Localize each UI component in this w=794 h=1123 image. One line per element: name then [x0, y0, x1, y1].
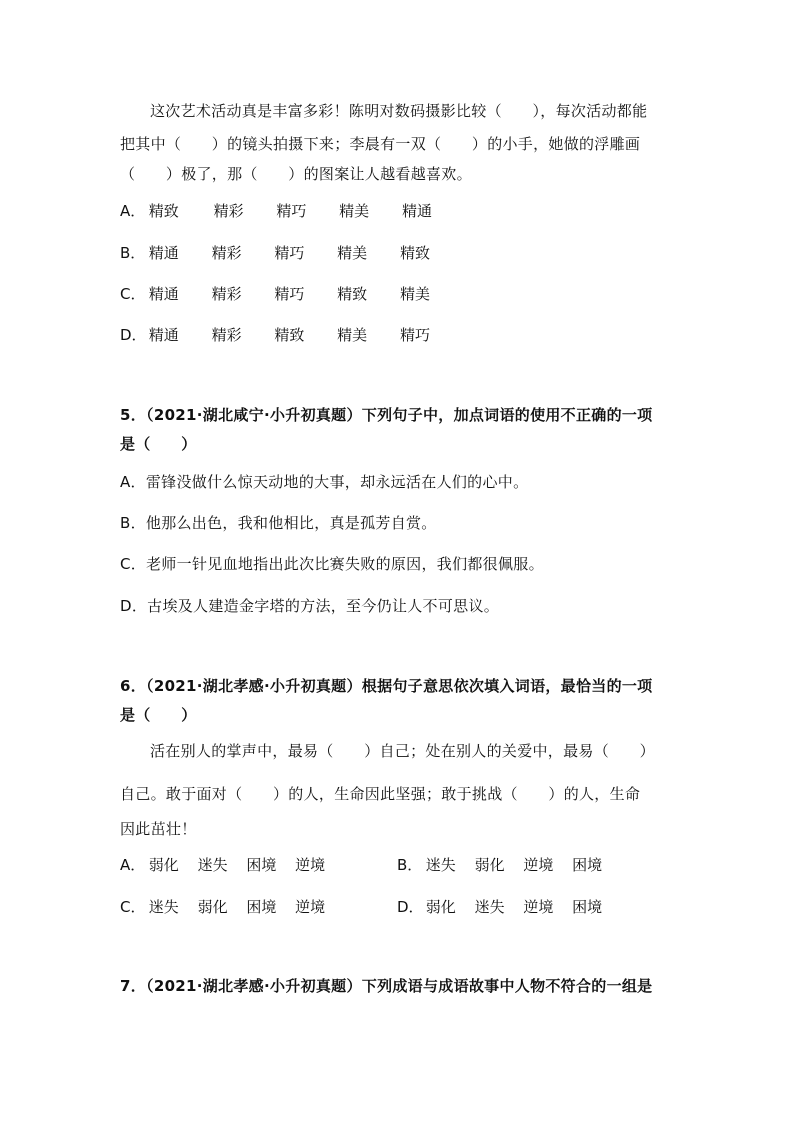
- q6-option-a-word-1: 弱化: [148, 856, 179, 874]
- q6-option-c-word-4: 逆境: [295, 898, 326, 916]
- q6-option-c-letter: C．: [120, 898, 146, 916]
- q4-option-d-word-5: 精巧: [399, 326, 430, 344]
- q4-option-b: [120, 243, 430, 263]
- q6-option-d-letter: D．: [397, 898, 424, 916]
- q6-option-b-word-1: 迷失: [425, 856, 456, 874]
- q4-option-a-word-3: 精巧: [276, 202, 307, 220]
- q5-option-b: B．他那么出色，我和他相比，真是孤芳自赏。: [120, 514, 437, 532]
- q4-option-a-letter: A．: [120, 202, 146, 220]
- q4-option-b-word-2: 精彩: [211, 244, 242, 262]
- q4-option-b-word-1: 精通: [148, 244, 179, 262]
- q4-passage-line-2: 把其中（ ）的镜头拍摄下来；李晨有一双（ ）的小手，她做的浮雕画: [120, 135, 641, 153]
- q4-option-c-word-1: 精通: [148, 285, 179, 303]
- q6-option-d: [397, 897, 602, 917]
- q6-title-line-2: 是（ ）: [120, 706, 197, 724]
- q4-option-c: [120, 284, 430, 304]
- q4-option-a-word-5: 精通: [401, 202, 432, 220]
- q6-option-d-word-2: 迷失: [474, 898, 505, 916]
- q4-option-c-word-3: 精巧: [274, 285, 305, 303]
- q6-option-c-word-1: 迷失: [148, 898, 179, 916]
- q4-option-c-word-2: 精彩: [211, 285, 242, 303]
- q6-option-c-word-3: 困境: [246, 898, 277, 916]
- q6-option-b-word-3: 逆境: [523, 856, 554, 874]
- q6-option-c: [120, 897, 325, 917]
- q5-title-line-1: 5．（2021·湖北咸宁·小升初真题）下列句子中，加点词语的使用不正确的一项: [120, 406, 653, 424]
- q4-option-a-word-1: 精致: [148, 202, 179, 220]
- q5-title-line-2: 是（ ）: [120, 435, 197, 453]
- q6-option-a: [120, 855, 325, 875]
- q4-option-d: [120, 325, 430, 345]
- q6-option-b: [397, 855, 602, 875]
- q6-option-d-word-4: 困境: [572, 898, 603, 916]
- q4-option-b-word-3: 精巧: [274, 244, 305, 262]
- q6-passage-line-3: 因此茁壮！: [120, 820, 197, 838]
- q4-passage-line-1: 这次艺术活动真是丰富多彩！陈明对数码摄影比较（ ），每次活动都能: [150, 102, 648, 120]
- q4-option-b-word-4: 精美: [337, 244, 368, 262]
- q4-option-a-word-4: 精美: [339, 202, 370, 220]
- q6-option-b-letter: B．: [397, 856, 423, 874]
- q4-option-d-word-1: 精通: [148, 326, 179, 344]
- q4-option-d-word-4: 精美: [337, 326, 368, 344]
- q4-passage-line-3: （ ）极了，那（ ）的图案让人越看越喜欢。: [120, 165, 472, 183]
- q6-option-c-word-2: 弱化: [197, 898, 228, 916]
- q5-option-c: C．老师一针见血地指出此次比赛失败的原因，我们都很佩服。: [120, 555, 544, 573]
- q6-option-a-word-2: 迷失: [197, 856, 228, 874]
- q6-passage-line-2: 自己。敢于面对（ ）的人，生命因此坚强；敢于挑战（ ）的人，生命: [120, 785, 641, 803]
- q6-option-b-word-4: 困境: [572, 856, 603, 874]
- q6-option-a-word-4: 逆境: [295, 856, 326, 874]
- q4-option-a-word-2: 精彩: [213, 202, 244, 220]
- q6-option-d-word-1: 弱化: [425, 898, 456, 916]
- q5-option-a: A．雷锋没做什么惊天动地的大事，却永远活在人们的心中。: [120, 473, 529, 491]
- q4-option-d-word-2: 精彩: [211, 326, 242, 344]
- q6-option-b-word-2: 弱化: [474, 856, 505, 874]
- q6-option-a-word-3: 困境: [246, 856, 277, 874]
- q6-option-d-word-3: 逆境: [523, 898, 554, 916]
- q4-option-d-letter: D．: [120, 326, 147, 344]
- q4-option-c-letter: C．: [120, 285, 146, 303]
- q6-passage-line-1: 活在别人的掌声中，最易（ ）自己；处在别人的关爱中，最易（ ）: [150, 742, 655, 760]
- q5-option-d: D．古埃及人建造金字塔的方法，至今仍让人不可思议。: [120, 597, 500, 615]
- q4-option-c-word-5: 精美: [399, 285, 430, 303]
- q4-option-b-word-5: 精致: [399, 244, 430, 262]
- q6-option-a-letter: A．: [120, 856, 146, 874]
- q4-option-d-word-3: 精致: [274, 326, 305, 344]
- q4-option-b-letter: B．: [120, 244, 146, 262]
- q6-title-line-1: 6．（2021·湖北孝感·小升初真题）根据句子意思依次填入词语，最恰当的一项: [120, 677, 653, 695]
- q4-option-c-word-4: 精致: [337, 285, 368, 303]
- q4-option-a: [120, 201, 432, 221]
- q7-title-line-1: 7．（2021·湖北孝感·小升初真题）下列成语与成语故事中人物不符合的一组是: [120, 977, 653, 995]
